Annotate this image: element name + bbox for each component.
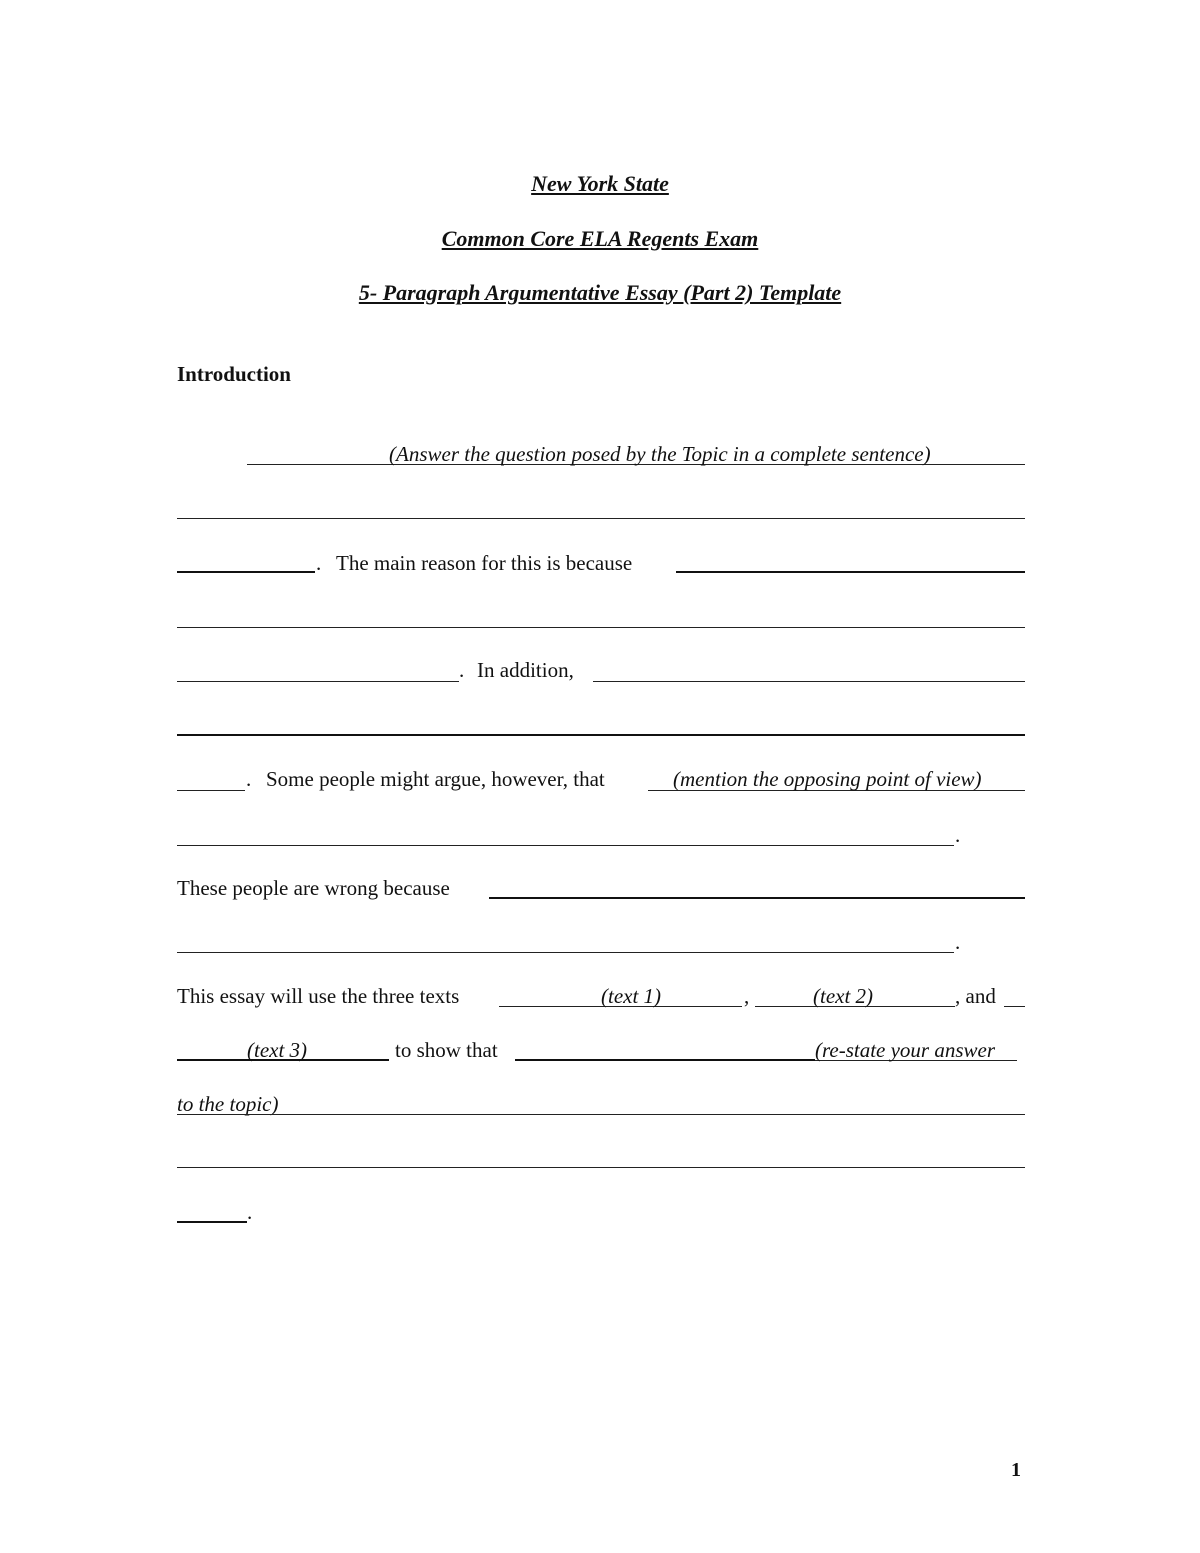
period-mark: . [247,1200,253,1224]
period-mark: . [459,658,465,682]
blank-line [1004,1006,1025,1007]
blank-line [177,1221,247,1223]
to-show-that-text: to show that [395,1038,498,1062]
blank-line [177,518,1025,519]
blank-line [489,897,1025,899]
blank-line [177,1167,1025,1168]
title-state: New York State [531,171,669,196]
blank-line [515,1059,815,1061]
blank-line [593,681,1025,682]
blank-line [676,571,1025,573]
period-mark: . [955,823,961,847]
blank-line [177,681,459,682]
blank-line [177,790,245,791]
text3-label: (text 3) [247,1038,308,1062]
blank-line [177,952,954,953]
title-template: 5- Paragraph Argumentative Essay (Part 2) Template [358,280,842,305]
in-addition-text: In addition, [477,658,574,682]
blank-line [177,627,1025,628]
text1-label: (text 1) [601,984,662,1008]
period-mark: . [955,930,961,954]
page-number: 1 [1011,1459,1021,1481]
opposing-prompt: (mention the opposing point of view) [673,767,982,791]
answer-prompt: (Answer the question posed by the Topic in a complete sentence) [389,442,931,466]
section-heading: Introduction [177,362,291,386]
comma-mark: , [744,984,750,1008]
blank-line [177,734,1025,736]
blank-line [177,845,954,846]
blank-line [177,1114,1025,1115]
main-reason-text: The main reason for this is because [336,551,633,575]
wrong-because-text: These people are wrong because [177,876,450,900]
restate-prompt: (re-state your answer [815,1038,996,1062]
period-mark: . [316,551,322,575]
text2-label: (text 2) [813,984,874,1008]
blank-line [177,571,315,573]
restate-prompt-cont: to the topic) [177,1092,279,1116]
and-text: , and [955,984,996,1008]
title-exam: Common Core ELA Regents Exam [441,226,759,251]
some-people-text: Some people might argue, however, that [266,767,605,791]
period-mark: . [246,767,252,791]
essay-will-use-text: This essay will use the three texts [177,984,460,1008]
